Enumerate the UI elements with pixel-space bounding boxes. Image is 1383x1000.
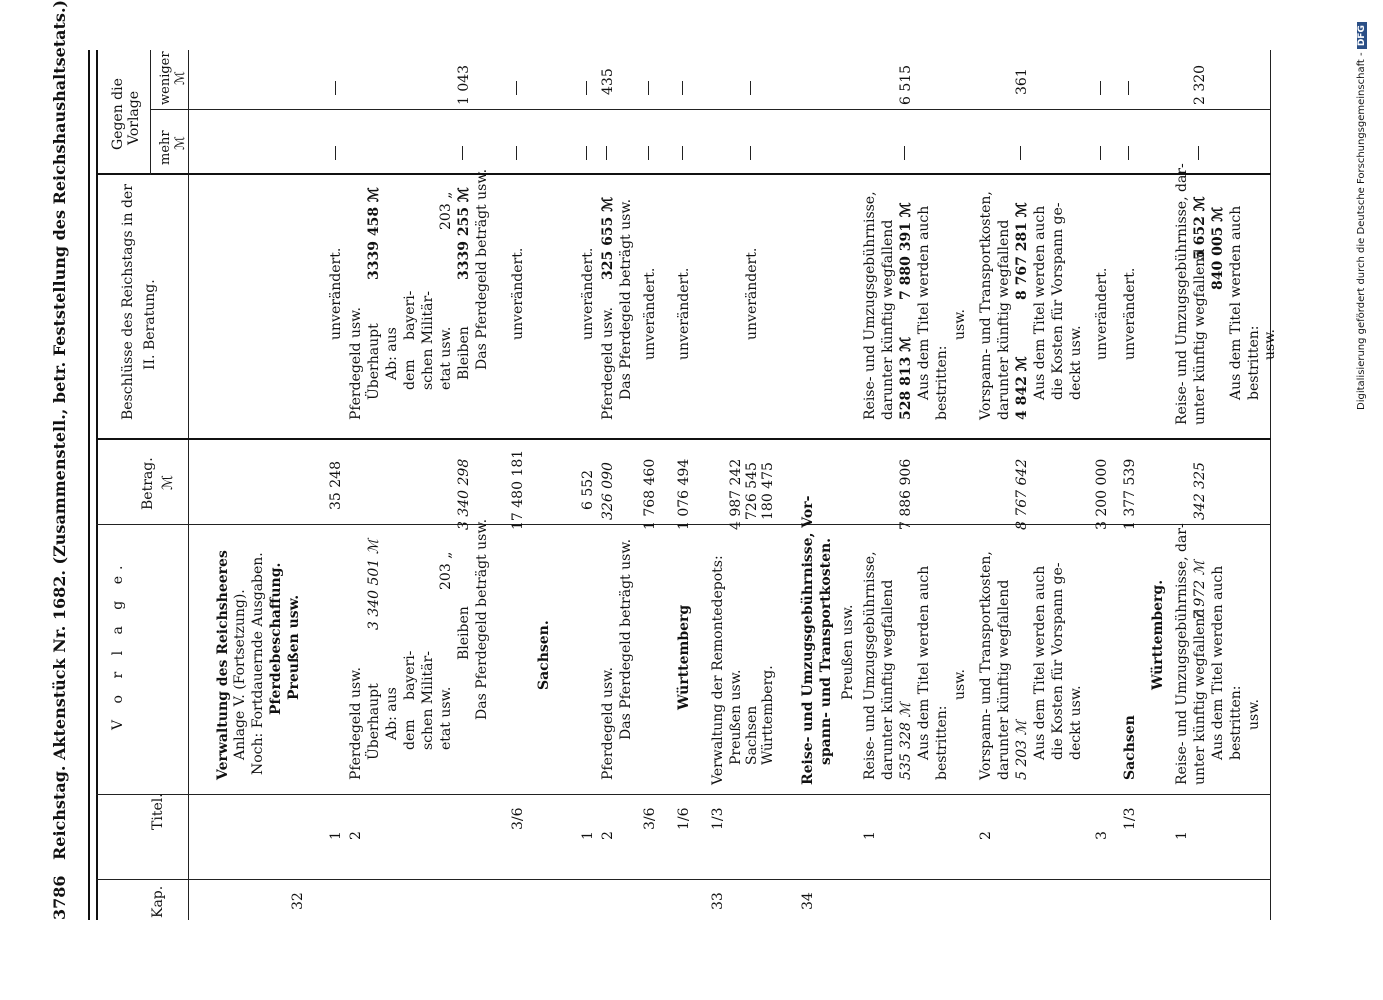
rem-preussen: Preußen usw. — [728, 669, 744, 765]
decision-r3: unverändert. — [1094, 267, 1110, 360]
decision-w16: unverändert. — [676, 267, 692, 360]
decision-ueberhaupt-value: 3339 458 ℳ — [366, 187, 382, 280]
decision-reise-aus: Aus dem Titel werden auch — [916, 205, 932, 400]
vorlage-ueberhaupt: Überhaupt — [366, 683, 382, 760]
amount-s2: 326 090 — [600, 462, 616, 520]
amount-vorspann: 8 767 642 — [1014, 458, 1030, 530]
decision-pferdegeld: Pferdegeld usw. — [348, 307, 364, 420]
decision-s36: unverändert. — [642, 267, 658, 360]
table-top-border — [88, 50, 90, 920]
decision-r13: unverändert. — [1122, 267, 1138, 360]
header-kap: Kap. — [150, 885, 166, 918]
remonte-heading: Verwaltung der Remontedepots: — [710, 555, 726, 785]
header-bottom-rule — [188, 50, 189, 920]
decision-wr-total: 840 005 ℳ — [1210, 206, 1226, 290]
amount-wr: 342 325 — [1192, 462, 1208, 520]
table-right-border — [1270, 50, 1271, 920]
amount-r3: 3 200 000 — [1094, 458, 1110, 530]
decision-vorspann-sum: 4 842 ℳ — [1014, 356, 1030, 420]
col-sep-titel — [96, 794, 1271, 795]
dash-mehr-r13 — [1128, 146, 1129, 160]
dfg-text: Digitalisierung gefördert durch die Deutsche Forschungsgemeinschaft - — [1356, 52, 1367, 410]
decision-vorspann-l2: darunter künftig wegfallend — [996, 219, 1012, 420]
vorlage-vorspann-l2: darunter künftig wegfallend — [996, 579, 1012, 780]
titel-2: 2 — [348, 831, 364, 840]
header-vorlage: V o r l a g e. — [110, 559, 126, 730]
vorlage-ab-aus: Ab: aus — [384, 687, 400, 740]
titel-s1: 1 — [580, 831, 596, 840]
decision-s2-amount: 325 655 ℳ — [600, 196, 616, 280]
dash-mehr-rem — [750, 146, 751, 160]
header-mehr-unit: ℳ — [173, 136, 188, 150]
decision-reise-l1: Reise- und Umzugsgebührnisse, — [862, 191, 878, 420]
r34-preussen: Preußen usw. — [840, 604, 856, 700]
anlage-note: Anlage V. (Fortsetzung). — [232, 589, 248, 760]
vorlage-reise-aus: Aus dem Titel werden auch — [916, 565, 932, 760]
rem-amount-3: 180 475 — [760, 462, 776, 520]
amount-w16: 1 076 494 — [676, 458, 692, 530]
vorlage-bleiben: Bleiben — [456, 606, 472, 660]
decision-s1: unverändert. — [580, 247, 596, 340]
sachsen-heading: Sachsen. — [536, 620, 552, 690]
vorlage-vorspann-l1: Vorspann- und Transportkosten, — [978, 551, 994, 780]
vorlage-wr-l2: unter künftig wegfallend — [1192, 608, 1208, 785]
col-sep-mehr — [150, 109, 1270, 110]
vorlage-wr-sum: 7 972 ℳ — [1192, 560, 1208, 620]
decision-pferdegeld-betraegt: Das Pferdegeld beträgt usw. — [474, 168, 490, 370]
header-weniger: weniger — [158, 51, 173, 105]
dash-mehr-w16 — [682, 146, 683, 160]
section-title: Verwaltung des Reichsheeres — [215, 550, 231, 780]
decision-kosten-l2: deckt usw. — [1068, 325, 1084, 400]
vorlage-etat-amount: 203 „ — [438, 551, 454, 590]
decision-wr-aus: Aus dem Titel werden auch — [1228, 205, 1244, 400]
dash-weniger-r3 — [1100, 81, 1101, 95]
fortdauernde-note: Noch: Fortdauernde Ausgaben. — [250, 552, 266, 775]
vorlage-reise-l2: darunter künftig wegfallend — [880, 579, 896, 780]
dash-mehr-s1 — [586, 146, 587, 160]
decision-vorspann-total: 8 767 281 ℳ — [1014, 202, 1030, 300]
rem-amount-2: 726 545 — [744, 462, 760, 520]
vorlage-reise-sum: 535 328 ℳ — [898, 702, 914, 780]
vorlage-etat-usw: etat usw. — [438, 686, 454, 750]
decision-bayeri: bayeri- — [402, 290, 418, 340]
dash-mehr-s36 — [648, 146, 649, 160]
decision-reise-usw: usw. — [952, 309, 968, 340]
decision-dem: dem — [402, 359, 418, 390]
titel-r13: 1/3 — [710, 807, 726, 830]
decision-reise-l2: darunter künftig wegfallend — [880, 219, 896, 420]
titel-1: 1 — [328, 831, 344, 840]
amount-reise: 7 886 906 — [898, 458, 914, 530]
pferdebeschaffung-heading: Pferdebeschaffung. — [268, 562, 284, 715]
decision-wr-usw: usw. — [1262, 329, 1278, 360]
titel-s36: 3/6 — [642, 807, 658, 830]
decision-vorspann-l1: Vorspann- und Transportkosten, — [978, 191, 994, 420]
rem-wuerttemberg: Württemberg. — [760, 665, 776, 765]
dfg-footer — [1356, 22, 1367, 410]
vorlage-wr-l1: Reise- und Umzugsgebührnisse, dar- — [1174, 523, 1190, 785]
vorlage-dem: dem — [402, 719, 418, 750]
gegen-header-rule — [150, 50, 151, 175]
vorlage-kosten-l2: deckt usw. — [1068, 685, 1084, 760]
vorlage-reise-l1: Reise- und Umzugsgebührnisse, — [862, 551, 878, 780]
decision-reise-sum: 528 813 ℳ — [898, 336, 914, 420]
vorlage-ueberhaupt-value: 3 340 501 ℳ — [366, 539, 382, 630]
table-top-border-2 — [96, 50, 98, 920]
decision-ueberhaupt: Überhaupt — [366, 323, 382, 400]
titel-w16: 1/6 — [676, 807, 692, 830]
less-reise: 6 515 — [898, 64, 914, 105]
vorlage-wr-aus: Aus dem Titel werden auch — [1210, 565, 1226, 760]
decision-s2-betraegt: Das Pferdegeld beträgt usw. — [618, 198, 634, 400]
col-sep-kap — [96, 879, 1271, 880]
col-sep-beschluesse — [96, 173, 1271, 175]
decision-vorspann-aus: Aus dem Titel werden auch — [1032, 205, 1048, 400]
vorlage-vorspann-aus: Aus dem Titel werden auch — [1032, 565, 1048, 760]
titel-r34-w1: 1 — [1174, 831, 1190, 840]
dash-weniger-3-6 — [516, 81, 517, 95]
vorlage-pferdegeld: Pferdegeld usw. — [348, 667, 364, 780]
header-weniger-unit: ℳ — [173, 71, 188, 85]
dash-weniger-s36 — [648, 81, 649, 95]
reise-heading-2: spann- und Transportkosten. — [818, 537, 834, 765]
rem-sachsen: Sachsen — [744, 705, 760, 765]
dash-weniger-r13 — [1128, 81, 1129, 95]
kap-33: 33 — [710, 892, 726, 910]
header-titel: Titel. — [150, 793, 166, 830]
col-sep-betrag — [96, 438, 1271, 440]
dash-mehr-wr — [1198, 146, 1199, 160]
decision-wr-sum: 5 652 ℳ — [1192, 196, 1208, 260]
amount-s1: 6 552 — [580, 469, 596, 510]
header-betrag: Betrag. — [140, 457, 156, 510]
amount-s36: 1 768 460 — [642, 458, 658, 530]
dash-weniger-s1 — [586, 81, 587, 95]
reise-heading-1: Reise- und Umzugsgebührnisse, Vor- — [800, 495, 816, 785]
dash-mehr-r1 — [335, 146, 336, 160]
sachsen2-heading: Sachsen — [1122, 715, 1138, 780]
kap-32: 32 — [290, 892, 306, 910]
decision-wr-l2: unter künftig wegfallend — [1192, 248, 1208, 425]
decision-wr-l1: Reise- und Umzugsgebührnisse, dar- — [1174, 163, 1190, 425]
amount-r1: 35 248 — [328, 461, 344, 510]
decision-wr-bestritten: bestritten: — [1246, 325, 1262, 400]
decision-ab-aus: Ab: aus — [384, 327, 400, 380]
amount-r13: 1 377 539 — [1122, 458, 1138, 530]
decision-bleiben: Bleiben — [456, 326, 472, 380]
rem-amount-1: 4 987 242 — [728, 458, 744, 530]
wuerttemberg-heading: Württemberg — [676, 604, 692, 710]
rem-decision: unverändert. — [744, 247, 760, 340]
header-gegen-1: Gegen die — [110, 78, 126, 150]
vorlage-kosten-l1: die Kosten für Vorspann ge- — [1050, 562, 1066, 760]
decision-3-6: unverändert. — [510, 247, 526, 340]
titel-r34-13: 1/3 — [1122, 807, 1138, 830]
dash-mehr-3-6 — [516, 146, 517, 160]
dash-weniger-rem — [750, 81, 751, 95]
dash-mehr-r3 — [1100, 146, 1101, 160]
vorlage-reise-usw: usw. — [952, 669, 968, 700]
titel-s2: 2 — [600, 831, 616, 840]
header-beschluesse-2: II. Beratung. — [142, 279, 158, 370]
vorlage-s2-betraegt: Das Pferdegeld beträgt usw. — [618, 538, 634, 740]
page-title: Reichstag. Aktenstück Nr. 1682. (Zusammenstell., betr. Feststellung des Reichshaushaltsetats.) — [50, 0, 69, 860]
decision-reise-total: 7 880 391 ℳ — [898, 202, 914, 300]
less-bleiben: 1 043 — [456, 64, 472, 105]
vorlage-schen-militaer: schen Militär- — [420, 651, 436, 750]
decision-reise-bestritten: bestritten: — [934, 345, 950, 420]
less-s2: 435 — [600, 68, 616, 95]
kap-34: 34 — [800, 892, 816, 910]
header-betrag-unit: ℳ — [160, 475, 176, 490]
dfg-logo: DFG — [1357, 22, 1367, 49]
vorlage-wr-usw: usw. — [1246, 699, 1262, 730]
dash-weniger-w16 — [682, 81, 683, 95]
vorlage-s2: Pferdegeld usw. — [600, 667, 616, 780]
dash-mehr-s2 — [606, 146, 607, 160]
vorlage-vorspann-sum: 5 203 ℳ — [1014, 720, 1030, 780]
titel-r34-1: 1 — [862, 831, 878, 840]
dash-mehr-vorspann — [1020, 146, 1021, 160]
decision-schen-militaer: schen Militär- — [420, 291, 436, 390]
decision-bleiben-amount: 3339 255 ℳ — [456, 187, 472, 280]
decision-kosten-l1: die Kosten für Vorspann ge- — [1050, 202, 1066, 400]
page-number: 3786 — [50, 875, 69, 920]
amount-3-6: 17 480 181 — [510, 449, 526, 530]
decision-etat-amount: 203 „ — [438, 191, 454, 230]
titel-3-6: 3/6 — [510, 807, 526, 830]
amount-bleiben: 3 340 298 — [456, 458, 472, 530]
dash-mehr-reise — [904, 146, 905, 160]
header-mehr: mehr — [158, 130, 173, 165]
vorlage-bayeri: bayeri- — [402, 650, 418, 700]
decision-etat-usw: etat usw. — [438, 326, 454, 390]
vorlage-reise-bestritten: bestritten: — [934, 705, 950, 780]
decision-r1: unverändert. — [328, 247, 344, 340]
preussen-heading: Preußen usw. — [286, 594, 302, 700]
titel-r34-2: 2 — [978, 831, 994, 840]
less-wr: 2 320 — [1192, 64, 1208, 105]
less-vorspann: 361 — [1014, 68, 1030, 95]
wuerttemberg2-heading: Württemberg. — [1150, 579, 1166, 690]
header-gegen-2: Vorlage — [126, 90, 142, 145]
decision-s2: Pferdegeld usw. — [600, 307, 616, 420]
vorlage-wr-bestritten: bestritten: — [1228, 685, 1244, 760]
header-beschluesse-1: Beschlüsse des Reichstags in der — [120, 184, 136, 420]
dash-weniger-r1 — [335, 81, 336, 95]
dash-mehr-bleiben — [462, 146, 463, 160]
vorlage-pferdegeld-betraegt: Das Pferdegeld beträgt usw. — [474, 518, 490, 720]
titel-r34-3: 3 — [1094, 831, 1110, 840]
